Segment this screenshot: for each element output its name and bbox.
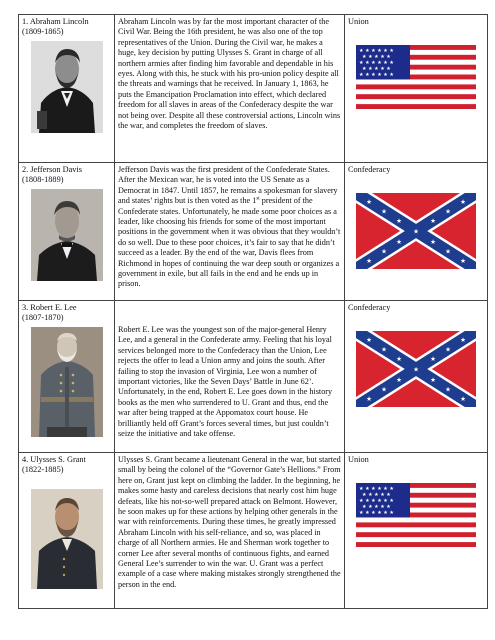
davis-portrait (31, 189, 103, 281)
description-cell (115, 453, 345, 609)
side-label: Union (348, 17, 369, 26)
svg-text:★ ★ ★ ★ ★ ★: ★ ★ ★ ★ ★ ★ (359, 72, 394, 78)
description-cell (115, 163, 345, 301)
description-cell (115, 301, 345, 453)
table-row (19, 453, 488, 609)
grant-portrait (31, 489, 103, 589)
svg-text:★ ★ ★ ★ ★ ★: ★ ★ ★ ★ ★ ★ (359, 498, 394, 504)
union-flag-icon (356, 45, 476, 109)
svg-text:★: ★ (396, 238, 402, 246)
svg-text:★ ★ ★ ★ ★ ★: ★ ★ ★ ★ ★ ★ (359, 486, 394, 492)
generals-table (18, 14, 488, 609)
confederate-flag-icon (356, 193, 476, 269)
svg-text:★: ★ (445, 345, 451, 354)
svg-text:★: ★ (445, 207, 451, 216)
description-text: president of the Confederate states. Unfortunately, he made some poor choices as a leader, like choosing his friends for some of the most important positions in the government when it was obvious that they wouldn’t do so well. Due to these poor choices, it’s fair to say that he didn’t succeed as a leader. By the end of the war, Davis flees from Richmond in hopes of continuing the war deep south or organizes a government in exile, but all fails in the end and he ends up in prison. (118, 196, 341, 289)
svg-text:★: ★ (381, 207, 387, 216)
side-cell (345, 301, 488, 453)
name-cell (19, 15, 115, 163)
svg-text:★ ★ ★ ★ ★ ★: ★ ★ ★ ★ ★ ★ (359, 510, 394, 516)
person-description: Ulysses S. Grant became a lieutenant General in the war, but started small by being the colonel of the “Governor Gate’s Hellions.” From here on, Grant just kept on climbing the ladder. In the beginning, he makes some hasty and careless decisions that nearly cost him huge defeats, like his not-so-well prepared attack on Belmont. However, he soon makes up for these actions by helping other generals in the war with reinforcements. During these times, he greatly impressed Abraham Lincoln with his self-reliance, and so, was placed in charge of all Northern armies. He and Sherman work together to corner Lee after several months of continuous fights, and earned General Lee’s surrender to win the war. U. Grant was a perfect example of a case where making mistakes strongly strengthened the person in the end. (118, 455, 341, 589)
person-description: Robert E. Lee was the youngest son of the major-general Henry Lee, and a general in the Confederate army. Feeling that his loyal services belonged more to the Confederacy than the Union, Lee rejects the offer to lead a Union army and joins the south. After failing to stop the invasion of Virginia, Lee won a number of important victories, like the Seven Days’ Battle in June 62’. Unfortunately, in the end, Robert E. Lee goes down in the history books as the men who surrendered to U. Grant and thus, end the war after being trapped at the Appomatox court house. He brilliantly held off Grant’s forces several times, but just couldn’t seize the initiative and take offense. (118, 325, 333, 439)
svg-text:★: ★ (430, 217, 436, 225)
svg-text:★: ★ (396, 217, 402, 225)
svg-text:★: ★ (445, 247, 451, 256)
person-description: Abraham Lincoln was by far the most important character of the Civil War. Being the 16th president, he was also one of the top representatives of the Union. During the Civil war, he makes a huge, key decision by putting Ulysses S. Grant in charge of all northern armies after finding him favorable and dependable in his eyes. Along with this, he stuck with his pro-union policy despite all the threats and warnings that he received. In January 1, 1863, he puts the Emancipation Proclamation into effect, which declared freedom for all slaves in areas of the Confederacy despite the war not being over. Despite all these controversial actions, Lincoln wins the war, and completes the freedom of slaves. (118, 17, 341, 131)
svg-text:★: ★ (366, 257, 372, 265)
svg-text:★ ★ ★ ★ ★: ★ ★ ★ ★ ★ (362, 492, 391, 498)
side-label: Union (348, 455, 369, 464)
svg-text:★: ★ (430, 238, 436, 246)
svg-text:★: ★ (460, 336, 466, 344)
svg-text:★ ★ ★ ★ ★: ★ ★ ★ ★ ★ (362, 54, 391, 60)
svg-text:★: ★ (396, 376, 402, 384)
table-row (19, 301, 488, 453)
description-cell (115, 15, 345, 163)
person-description (118, 165, 341, 290)
side-cell (345, 15, 488, 163)
svg-text:★ ★ ★ ★ ★ ★: ★ ★ ★ ★ ★ ★ (359, 60, 394, 66)
svg-text:★: ★ (381, 345, 387, 354)
svg-text:★: ★ (460, 198, 466, 206)
person-name: 4. Ulysses S. Grant (1822-1885) (22, 455, 86, 474)
name-cell (19, 453, 115, 609)
svg-text:★: ★ (430, 376, 436, 384)
svg-text:★: ★ (413, 365, 419, 374)
svg-text:★: ★ (430, 355, 436, 363)
union-flag-icon (356, 483, 476, 547)
side-label: Confederacy (348, 165, 391, 174)
lincoln-portrait (31, 41, 103, 133)
svg-text:★: ★ (396, 355, 402, 363)
side-cell (345, 453, 488, 609)
svg-text:★: ★ (460, 257, 466, 265)
person-name: 1. Abraham Lincoln (1809-1865) (22, 17, 89, 36)
svg-text:★: ★ (381, 247, 387, 256)
table-row (19, 15, 488, 163)
svg-text:★ ★ ★ ★ ★ ★: ★ ★ ★ ★ ★ ★ (359, 48, 394, 54)
person-name: 3. Robert E. Lee (1807-1870) (22, 303, 77, 322)
person-name: 2. Jefferson Davis (1808-1889) (22, 165, 82, 184)
side-cell (345, 163, 488, 301)
superscript-text: st (256, 196, 260, 202)
description-text: Jefferson Davis was the first president of the Confederate States. After the Mexican war, he is voted into the US Senate as a Democrat in 1847. Until 1857, he remains a spokesman for slavery and states’ rights but is then voted as the 1 (118, 165, 338, 206)
svg-text:★: ★ (366, 336, 372, 344)
lee-portrait (31, 327, 103, 437)
confederate-flag-icon (356, 331, 476, 407)
name-cell (19, 163, 115, 301)
svg-text:★ ★ ★ ★ ★: ★ ★ ★ ★ ★ (362, 66, 391, 72)
svg-text:★: ★ (445, 385, 451, 394)
svg-text:★: ★ (413, 227, 419, 236)
svg-text:★: ★ (460, 395, 466, 403)
svg-text:★: ★ (366, 198, 372, 206)
svg-text:★: ★ (366, 395, 372, 403)
table-row (19, 163, 488, 301)
side-label: Confederacy (348, 303, 391, 312)
name-cell (19, 301, 115, 453)
svg-text:★: ★ (381, 385, 387, 394)
svg-text:★ ★ ★ ★ ★: ★ ★ ★ ★ ★ (362, 504, 391, 510)
